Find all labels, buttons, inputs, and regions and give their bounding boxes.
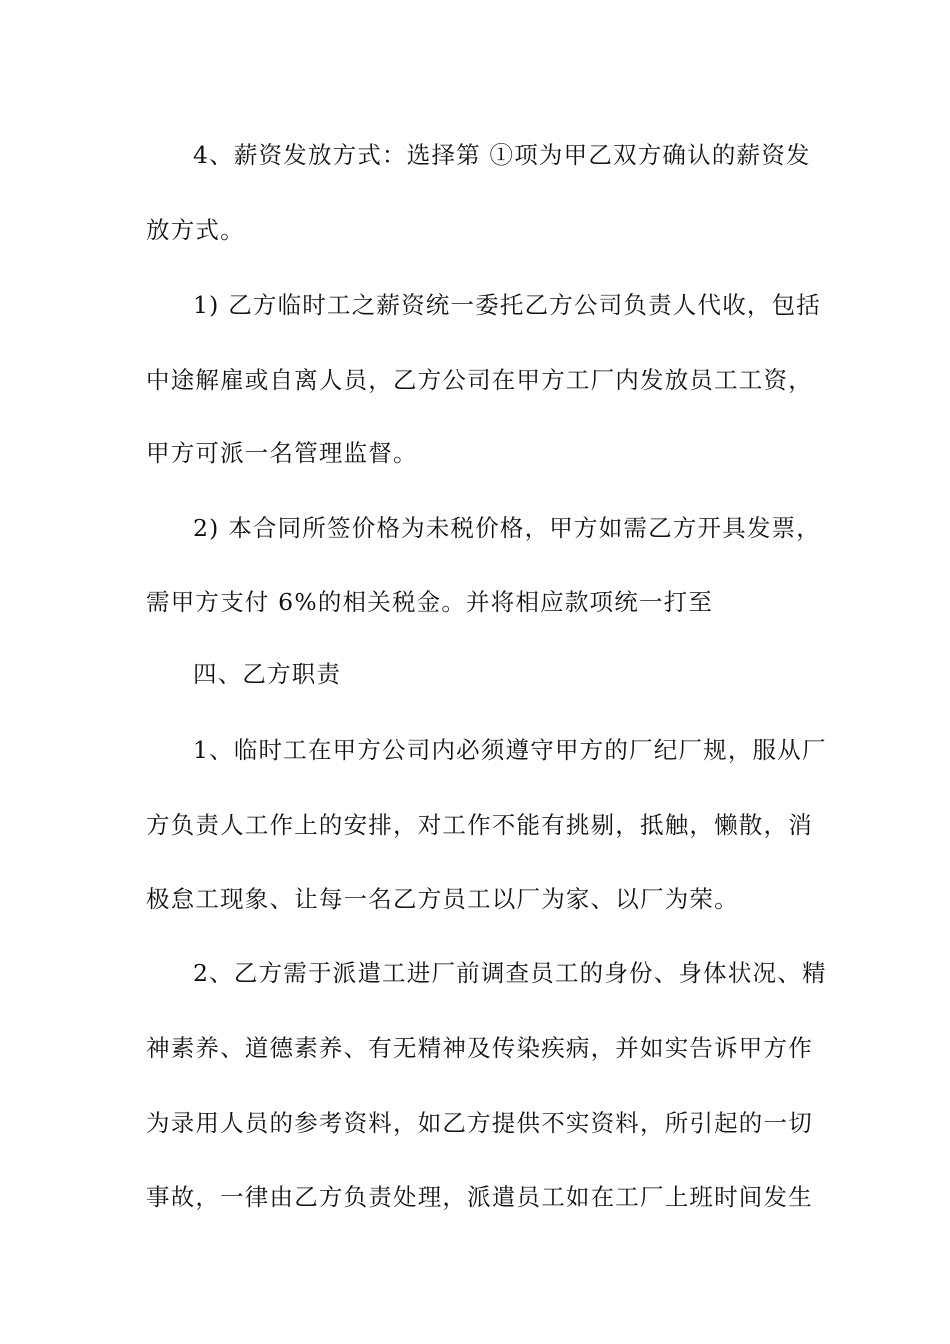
text-line: 中途解雇或自离人员，乙方公司在甲方工厂内发放员工工资， (146, 366, 813, 394)
text-line: 2) 本合同所签价格为未税价格，甲方如需乙方开具发票， (193, 514, 821, 542)
text-line: 事故，一律由乙方负责处理，派遣员工如在工厂上班时间发生 (146, 1183, 813, 1211)
section-heading: 四、乙方职责 (193, 660, 342, 688)
text-line: 方负责人工作上的安排，对工作不能有挑剔，抵触，懒散，消 (146, 811, 813, 839)
text-line: 放方式。 (146, 216, 245, 244)
text-line: 1) 乙方临时工之薪资统一委托乙方公司负责人代收，包括 (193, 291, 821, 319)
text-line: 需甲方支付 6%的相关税金。并将相应款项统一打至 (146, 588, 714, 616)
text-line: 2、乙方需于派遣工进厂前调查员工的身份、身体状况、精 (193, 959, 827, 987)
text-line: 甲方可派一名管理监督。 (146, 439, 418, 467)
text-line: 4、薪资发放方式：选择第 ①项为甲乙双方确认的薪资发 (193, 141, 811, 169)
text-line: 为录用人员的参考资料，如乙方提供不实资料，所引起的一切 (146, 1109, 813, 1137)
text-line: 神素养、道德素养、有无精神及传染疾病，并如实告诉甲方作 (146, 1034, 813, 1062)
text-line: 1、临时工在甲方公司内必须遵守甲方的厂纪厂规，服从厂 (193, 736, 827, 764)
text-line: 极怠工现象、让每一名乙方员工以厂为家、以厂为荣。 (146, 885, 739, 913)
